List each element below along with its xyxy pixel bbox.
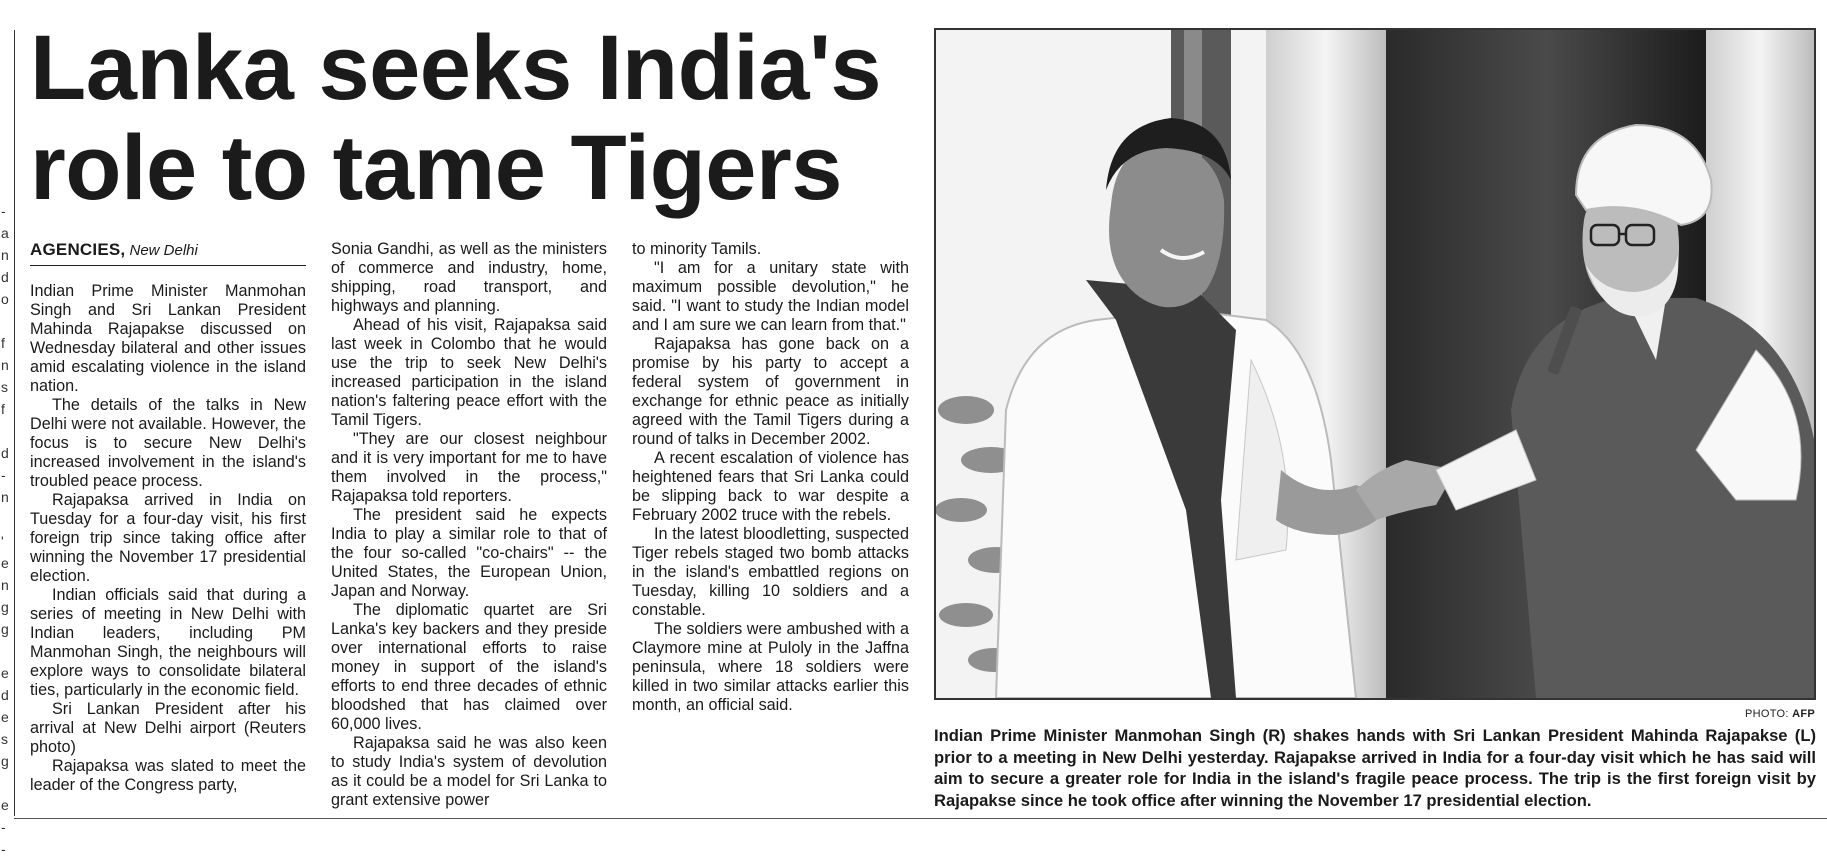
margin-fragment-letter: ' [1, 533, 4, 549]
article-paragraph: Indian officials said that during a series of meeting in New Delhi with Indian leaders, including PM Manmohan Singh, the neighbours will explore ways to consolidate bilateral ties, particularly in the economic field. [30, 586, 306, 699]
margin-fragment-letter: d [1, 269, 9, 285]
headline-line-2: role to tame Tigers [30, 117, 842, 219]
margin-fragment-letter: g [1, 753, 9, 769]
handshake-photo-illustration [936, 30, 1814, 698]
article-column-2 [331, 240, 607, 810]
margin-fragment-letter: e [1, 709, 9, 725]
article-paragraph: A recent escalation of violence has heightened fears that Sri Lanka could be slipping back to war despite a February 2002 truce with the rebels. [632, 449, 909, 524]
margin-fragment-letter: s [1, 379, 8, 395]
bottom-rule [14, 818, 1827, 819]
article-paragraph: Sonia Gandhi, as well as the ministers of commerce and industry, home, shipping, road transport, and highways and planning. [331, 240, 607, 315]
byline-location: New Delhi [129, 242, 198, 259]
margin-fragment-letter: o [1, 291, 9, 307]
article-paragraph: The diplomatic quartet are Sri Lanka's key backers and they preside over international efforts to raise money in support of the island's efforts to end three decades of ethnic bloodshed that has claimed over 60,000 lives. [331, 601, 607, 733]
article-paragraph: The soldiers were ambushed with a Claymore mine at Puloly in the Jaffna peninsula, where 18 soldiers were killed in two similar attacks earlier this month, an official said. [632, 620, 909, 714]
article-paragraph: The president said he expects India to play a similar role to that of the four so-called "co-chairs" -- the United States, the European Union, Japan and Norway. [331, 506, 607, 600]
article-paragraph: "I am for a unitary state with maximum possible devolution," he said. "I want to study the Indian model and I am sure we can learn from that." [632, 259, 909, 334]
article-column-3 [632, 240, 909, 715]
photo-credit-agency: AFP [1792, 708, 1815, 720]
margin-fragment-letter: d [1, 445, 9, 461]
article-paragraph: Sri Lankan President after his arrival at New Delhi airport (Reuters photo) [30, 700, 306, 756]
margin-fragment-letter: - [1, 841, 6, 857]
news-photo [934, 28, 1816, 700]
margin-fragment-letter: e [1, 555, 9, 571]
byline [30, 240, 306, 266]
article-paragraph: to minority Tamils. [632, 240, 762, 258]
margin-fragment-letter [1, 310, 9, 332]
article-column-1 [30, 282, 306, 795]
margin-fragment-letter: e [1, 665, 9, 681]
margin-fragment-letter: s [1, 731, 8, 747]
headline [30, 18, 930, 218]
byline-source: AGENCIES, [30, 240, 126, 259]
article-paragraph: The details of the talks in New Delhi were not available. However, the focus is to secure New Delhi's increased involvement in the island's troubled peace process. [30, 396, 306, 490]
margin-fragment-letter [1, 640, 9, 662]
margin-fragment-letter: - [1, 203, 6, 219]
article-paragraph: Rajapaksa arrived in India on Tuesday for a four-day visit, his first foreign trip since taking office after winning the November 17 presidential election. [30, 491, 306, 585]
left-column-rule [14, 30, 15, 816]
margin-fragment-letter: - [1, 819, 6, 835]
photo-caption: Indian Prime Minister Manmohan Singh (R) shakes hands with Sri Lankan President Mahinda Rajapakse (L) prior to a meeting in New Delhi yesterday. Rajapakse arrived in India for a four-day visit which he has said will aim to secure a greater role for India in the island's fragile peace process. The trip is the first foreign visit by Rajapakse since he took office after winning the November 17 presidential election. [934, 726, 1816, 810]
article-paragraph: Rajapaksa said he was also keen to study India's system of devolution as it could be a model for Sri Lanka to grant extensive power [331, 734, 607, 809]
margin-fragment-letter [1, 772, 9, 794]
article-paragraph: Indian Prime Minister Manmohan Singh and Sri Lankan President Mahinda Rajapakse discussed on Wednesday bilateral and other issues amid escalating violence in the island nation. [30, 282, 306, 395]
article-paragraph: Ahead of his visit, Rajapaksa said last week in Colombo that he would use the trip to seek New Delhi's increased participation in the island nation's faltering peace effort with the Tamil Tigers. [331, 316, 607, 429]
margin-fragment-letter: g [1, 599, 9, 615]
margin-fragment-letter: n [1, 247, 9, 263]
headline-line-1: Lanka seeks India's [30, 17, 882, 119]
adjacent-article-fragment [1, 200, 9, 860]
margin-fragment-letter: e [1, 797, 9, 813]
margin-fragment-letter: d [1, 687, 9, 703]
margin-fragment-letter: n [1, 489, 9, 505]
article-paragraph: Rajapaksa has gone back on a promise by his party to accept a federal system of government in exchange for ethnic peace as initially agreed with the Tamil Tigers during a round of talks in December 2002. [632, 335, 909, 448]
margin-fragment-letter: f [1, 335, 5, 351]
margin-fragment-letter [1, 420, 9, 442]
margin-fragment-letter: n [1, 357, 9, 373]
article-paragraph: Rajapaksa was slated to meet the leader of the Congress party, [30, 757, 306, 794]
margin-fragment-letter: g [1, 621, 9, 637]
margin-fragment-letter: a [1, 225, 9, 241]
margin-fragment-letter: f [1, 401, 5, 417]
margin-fragment-letter [1, 508, 9, 530]
photo-credit-label: PHOTO: [1744, 708, 1789, 720]
article-paragraph: "They are our closest neighbour and it is very important for me to have them involved in the process," Rajapaksa told reporters. [331, 430, 607, 505]
photo-credit [1745, 708, 1815, 720]
article-paragraph: In the latest bloodletting, suspected Tiger rebels staged two bomb attacks in the island's embattled regions on Tuesday, killing 10 soldiers and a constable. [632, 525, 909, 619]
margin-fragment-letter: - [1, 467, 6, 483]
margin-fragment-letter: n [1, 577, 9, 593]
